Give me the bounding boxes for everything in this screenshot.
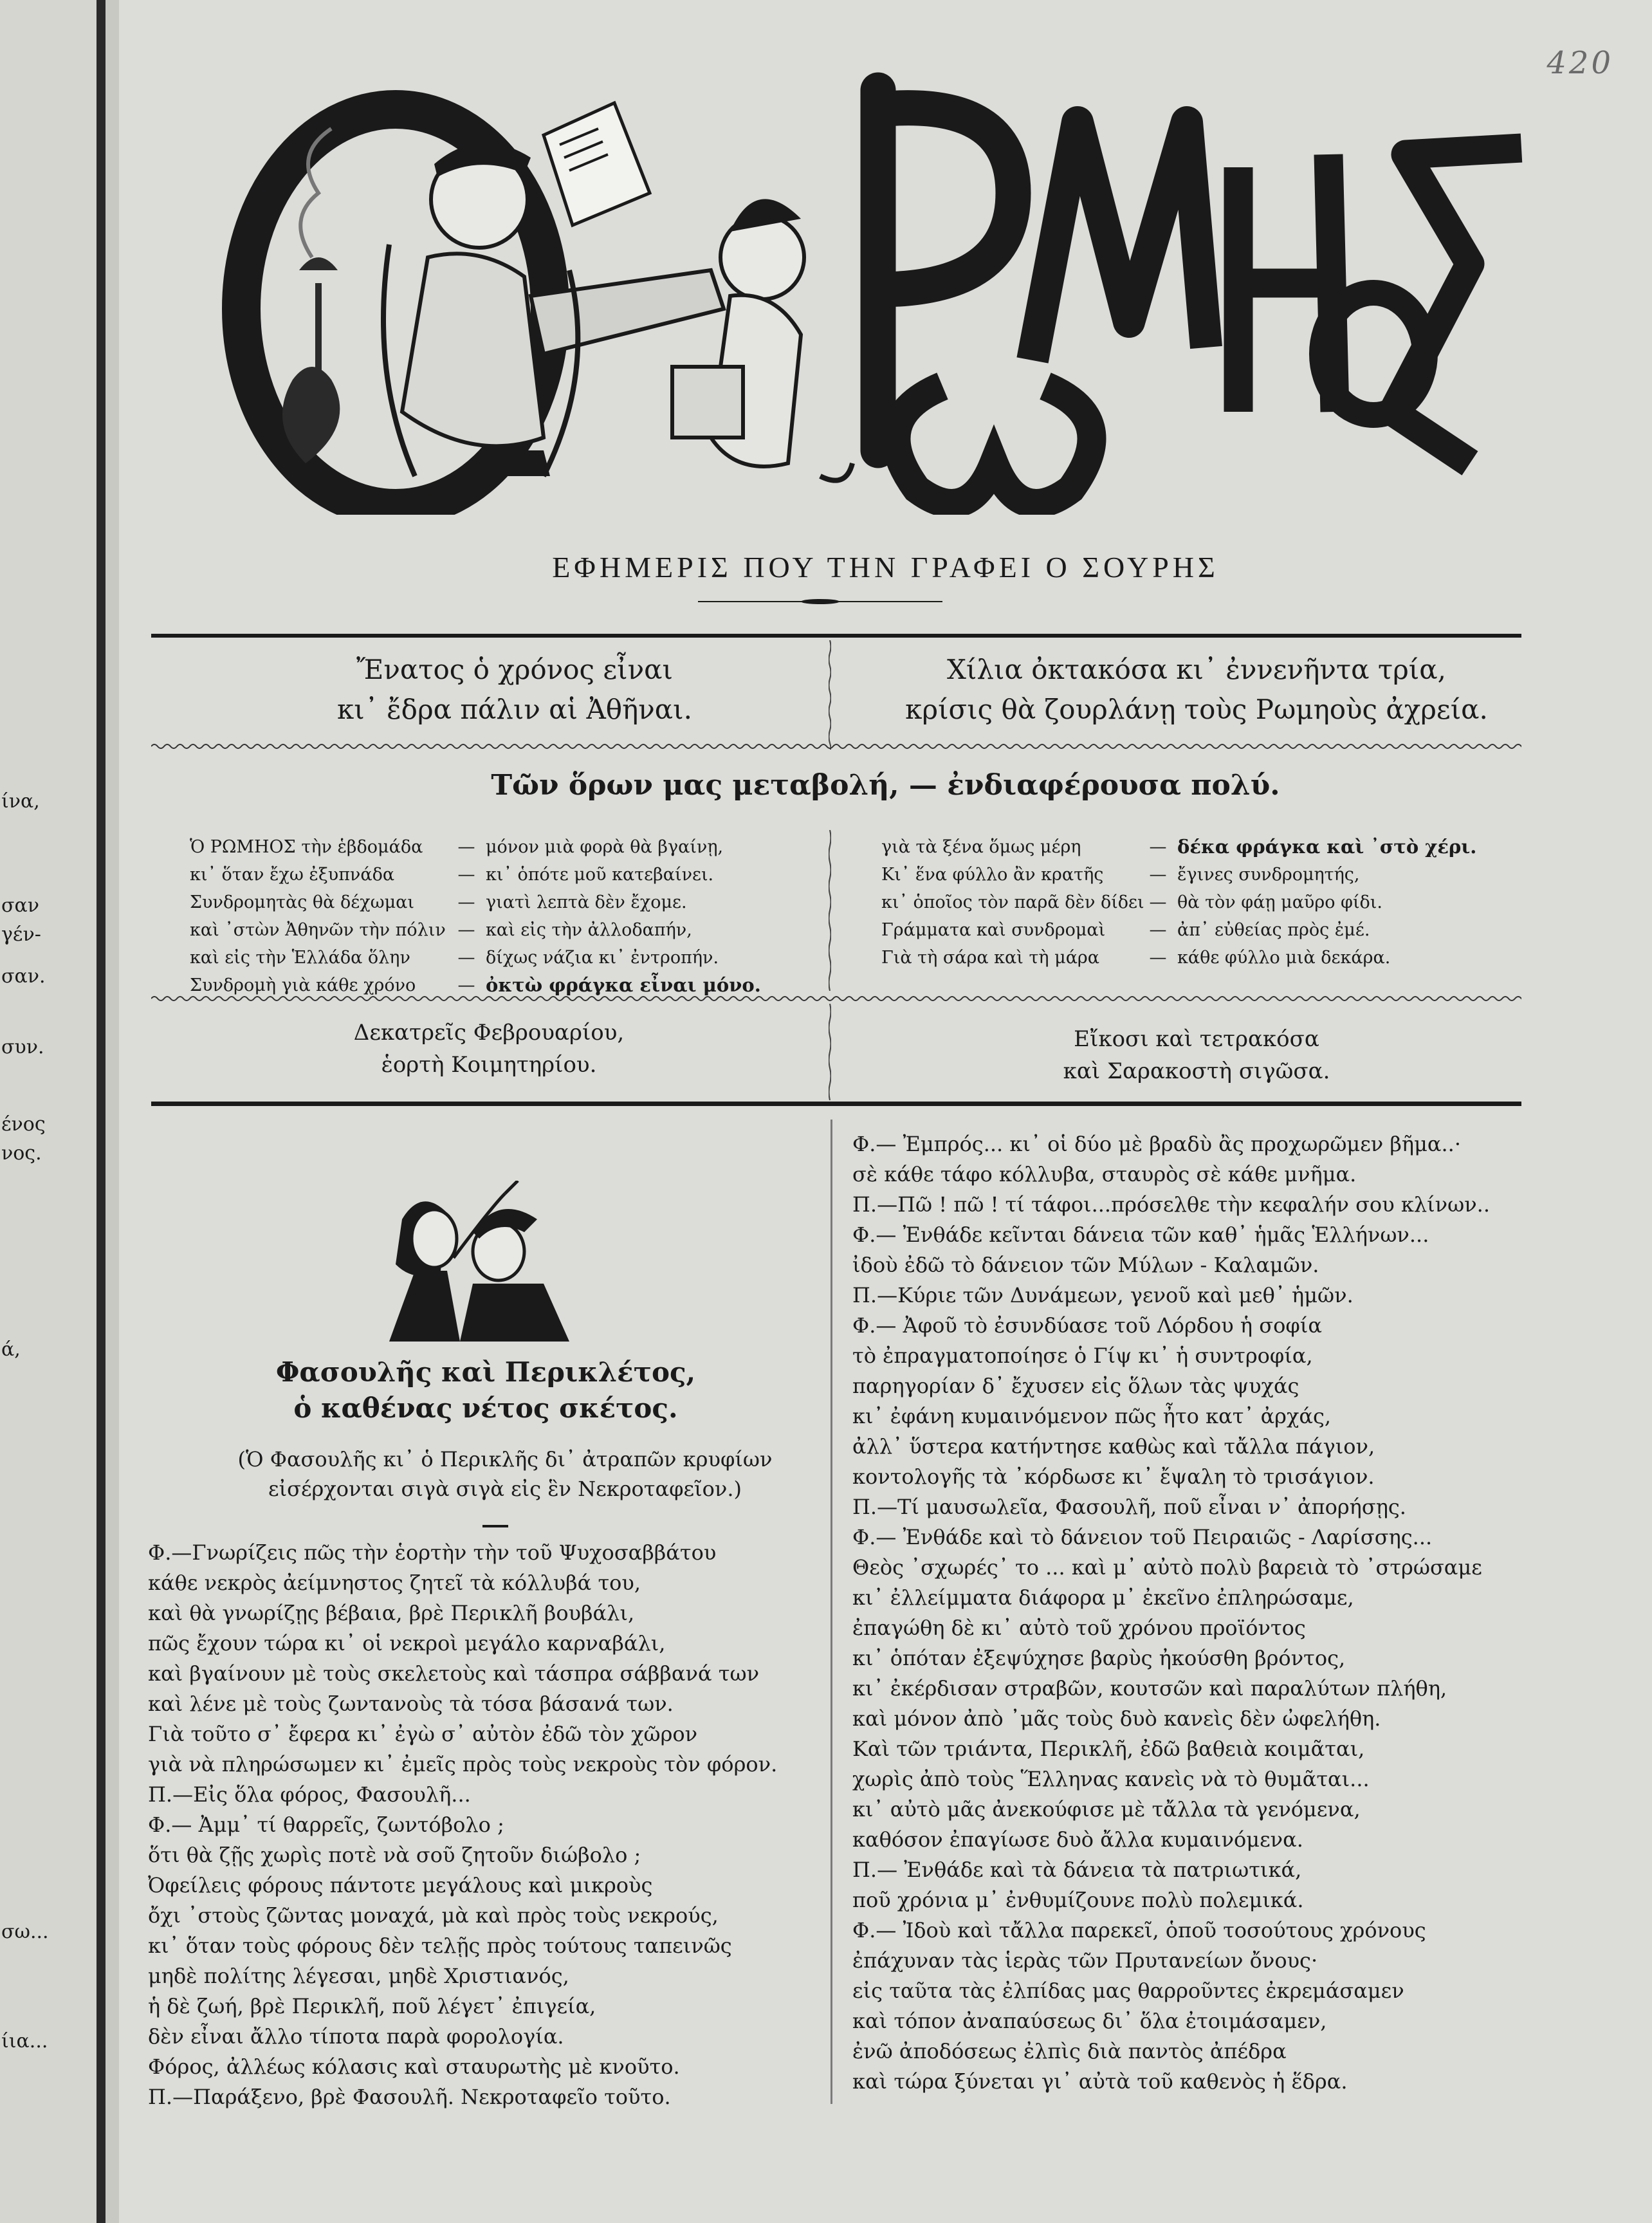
terms-row: [190, 916, 761, 944]
verse-line: Ὀφείλεις φόρους πάντοτε μεγάλους καὶ μικροὺς: [148, 1873, 653, 1897]
terms-text: γιὰ τὰ ξένα ὅμως μέρη: [881, 837, 1081, 857]
verse-line: ἐνῶ ἀποδόσεως ἐλπὶς διὰ παντὸς ἀπέδρα: [852, 2039, 1287, 2063]
verse-line: καὶ λένε μὲ τοὺς ζωντανοὺς τὰ τόσα βάσανά των.: [148, 1692, 674, 1716]
verse-line: ἰδοὺ ἐδῶ τὸ δάνειον τῶν Μύλων - Καλαμῶν.: [852, 1253, 1319, 1277]
margin-fragment: συν.: [1, 1036, 44, 1058]
terms-text: θὰ τὸν φάῃ μαῦρο φίδι.: [1177, 892, 1382, 912]
verse-line: Π.—Τί μαυσωλεῖα, Φασουλῆ, ποῦ εἶναι ν᾽ ἀπορήσῃς.: [852, 1495, 1406, 1519]
verse-line: κοντολογῆς τὰ ᾽κόρδωσε κι᾽ ἔψαλη τὸ τρισάγιον.: [852, 1464, 1375, 1489]
terms-text: Γιὰ τὴ σάρα καὶ τὴ μάρα: [881, 948, 1100, 968]
margin-fragment: σω...: [1, 1921, 49, 1943]
masthead: [183, 51, 1534, 515]
column-divider: [831, 1120, 832, 2104]
verse-line: πῶς ἔχουν τώρα κι᾽ οἱ νεκροὶ μεγάλο καρναβάλι,: [148, 1631, 666, 1656]
terms-text: Γράμματα καὶ συνδρομαὶ: [881, 920, 1106, 940]
verse-line: κι᾽ ὅταν τοὺς φόρους δὲν τελῇς πρὸς τούτους ταπεινῶς: [148, 1933, 732, 1958]
header-left-verse: [177, 650, 852, 730]
terms-left-column: [190, 833, 761, 999]
decorative-flourish: [698, 598, 942, 605]
terms-text: Συνδρομητὰς θὰ δέχωμαι: [190, 892, 414, 912]
verse-line: Φ.— Ἀμμ᾽ τί θαρρεῖς, ζωντόβολο ;: [148, 1813, 504, 1837]
margin-fragment: σαν: [1, 894, 39, 917]
masthead-subtitle: ΕΦΗΜΕΡΙΣ ΠΟΥ ΤΗΝ ΓΡΑΦΕΙ Ο ΣΟΥΡΗΣ: [552, 551, 1219, 584]
terms-text: κάθε φύλλο μιὰ δεκάρα.: [1177, 948, 1391, 968]
margin-fragment: ά,: [1, 1338, 21, 1361]
terms-text: ἀπ᾽ εὐθείας πρὸς ἐμέ.: [1177, 920, 1370, 940]
wavy-separator: [151, 742, 1521, 751]
terms-row: [190, 833, 761, 861]
terms-dash: —: [1149, 837, 1167, 857]
verse-line: κι᾽ ἔδρα πάλιν αἱ Ἀθῆναι.: [337, 694, 692, 725]
terms-title: Τῶν ὅρων μας μεταβολή, — ἐνδιαφέρουσα πολύ.: [491, 769, 1280, 802]
verse-line: Π.—Πῶ ! πῶ ! τί τάφοι...πρόσελθε τὴν κεφαλήν σου κλίνων..: [852, 1192, 1490, 1217]
terms-dash: —: [457, 975, 475, 995]
terms-dash: —: [457, 865, 475, 885]
article-illustration: [376, 1181, 582, 1348]
verse-line: Π.—Κύριε τῶν Δυνάμεων, γενοῦ καὶ μεθ᾽ ἡμῶν.: [852, 1283, 1354, 1307]
verse-line: καὶ μόνον ἀπὸ ᾽μᾶς τοὺς δυὸ κανεὶς δὲν ὠφελήθη.: [852, 1706, 1381, 1731]
verse-line: ἀλλ᾽ ὕστερα κατήντησε καθὼς καὶ τἄλλα πάγιον,: [852, 1434, 1375, 1459]
terms-dash: —: [1149, 892, 1167, 912]
verse-line: Γιὰ τοῦτο σ᾽ ἔφερα κι᾽ ἐγὼ σ᾽ αὐτὸν ἐδῶ τὸν χῶρον: [148, 1722, 698, 1746]
verse-line: ποῦ χρόνια μ᾽ ἐνθυμίζουνε πολὺ πολεμικά.: [852, 1888, 1304, 1912]
terms-text: καὶ εἰς τὴν Ἑλλάδα ὅλην: [190, 948, 410, 968]
terms-text: γιατὶ λεπτὰ δὲν ἔχομε.: [486, 892, 687, 912]
page-number: 420: [1546, 45, 1613, 81]
terms-row: [881, 889, 1476, 916]
article-title: [196, 1354, 775, 1426]
verse-line: Π.—Παράξενο, βρὲ Φασουλῆ. Νεκροταφεῖο τοῦτο.: [148, 2085, 671, 2109]
verse-line: Φ.— Ἐμπρός... κι᾽ οἱ δύο μὲ βραδὺ ἂς προχωρῶμεν βῆμα..·: [852, 1132, 1461, 1156]
intro-line: (Ὁ Φασουλῆς κι᾽ ὁ Περικλῆς δι᾽ ἀτραπῶν κρυφίων: [237, 1447, 773, 1471]
verse-line: κι᾽ αὐτὸ μᾶς ἀνεκούφισε μὲ τἄλλα τὰ γενόμενα,: [852, 1797, 1361, 1822]
verse-line: κι᾽ ἐλλείμματα διάφορα μ᾽ ἐκεῖνο ἐπληρώσαμε,: [852, 1585, 1354, 1610]
terms-dash: —: [1149, 948, 1167, 968]
newspaper-page: [119, 0, 1652, 2223]
terms-text: Ὁ ΡΩΜΗΟΣ τὴν ἑβδομάδα: [190, 837, 423, 857]
verse-line: Φ.— Ἐνθάδε καὶ τὸ δάνειον τοῦ Πειραιῶς - Λαρίσσης...: [852, 1525, 1433, 1549]
terms-right-column: [881, 833, 1476, 972]
terms-dash: —: [457, 948, 475, 968]
terms-text: δέκα φράγκα καὶ ᾽στὸ χέρι.: [1177, 836, 1477, 858]
adjacent-page-margin: [0, 0, 106, 2223]
margin-fragment: νος.: [1, 1142, 42, 1165]
terms-divider: [829, 830, 831, 991]
date-divider: [829, 1004, 831, 1100]
terms-text: κι᾽ ὅταν ἔχω ἐξυπνάδα: [190, 865, 395, 885]
wavy-separator: [151, 994, 1521, 1003]
terms-row: [881, 833, 1476, 861]
verse-line: Χίλια ὀκτακόσα κι᾽ ἐννενῆντα τρία,: [947, 654, 1446, 685]
top-rule: [151, 634, 1521, 638]
verse-line: Π.—Εἰς ὅλα φόρος, Φασουλῆ...: [148, 1782, 471, 1807]
verse-line: μηδὲ πολίτης λέγεσαι, μηδὲ Χριστιανός,: [148, 1964, 569, 1988]
short-dash: [482, 1525, 508, 1527]
terms-text: Κι᾽ ἕνα φύλλο ἂν κρατῆς: [881, 865, 1104, 885]
verse-line: καὶ βγαίνουν μὲ τοὺς σκελετοὺς καὶ τάσπρα σάββανά των: [148, 1661, 760, 1686]
date-line: καὶ Σαρακοστὴ σιγῶσα.: [1063, 1058, 1330, 1084]
verse-line: Φ.—Γνωρίζεις πῶς τὴν ἑορτὴν τὴν τοῦ Ψυχοσαββάτου: [148, 1540, 717, 1565]
terms-text: ἔγινες συνδρομητής,: [1177, 865, 1360, 885]
terms-row: [190, 944, 761, 972]
verse-line: χωρὶς ἀπὸ τοὺς Ἕλληνας κανεὶς νὰ τὸ θυμᾶται...: [852, 1767, 1370, 1791]
date-line: Εἴκοσι καὶ τετρακόσα: [1074, 1026, 1319, 1052]
verse-line: Φ.— Ἰδοὺ καὶ τἄλλα παρεκεῖ, ὁποῦ τοσούτους χρόνους: [852, 1918, 1426, 1942]
verse-line: δὲν εἶναι ἄλλο τίποτα παρὰ φορολογία.: [148, 2024, 564, 2049]
verse-line: ἐπάχυναν τὰς ἱερὰς τῶν Πρυτανείων ὄνους·: [852, 1948, 1318, 1973]
article-right-column: [852, 1129, 1490, 2097]
terms-row: [190, 861, 761, 889]
verse-line: τὸ ἐπραγματοποίησε ὁ Γίψ κι᾽ ἡ συντροφία,: [852, 1343, 1313, 1368]
margin-fragment: ίια...: [1, 2030, 48, 2052]
verse-line: κάθε νεκρὸς ἀείμνηστος ζητεῖ τὰ κόλλυβά του,: [148, 1571, 641, 1595]
verse-line: καὶ θὰ γνωρίζῃς βέβαια, βρὲ Περικλῆ βουβάλι,: [148, 1601, 635, 1625]
header-divider: [829, 640, 831, 750]
masthead-illustration: [183, 51, 1534, 515]
verse-line: ἡ δὲ ζωή, βρὲ Περικλῆ, ποῦ λέγετ᾽ ἐπιγεία,: [148, 1994, 596, 2018]
title-line: ὁ καθένας νέτος σκέτος.: [293, 1392, 678, 1424]
article-intro: [151, 1444, 859, 1504]
terms-text: καὶ ᾽στὼν Ἀθηνῶν τὴν πόλιν: [190, 920, 446, 940]
terms-text: κι᾽ ὁποῖος τὸν παρᾶ δὲν δίδει: [881, 892, 1144, 912]
terms-dash: —: [1149, 865, 1167, 885]
terms-text: δίχως νάζια κι᾽ ἐντροπήν.: [486, 948, 719, 968]
verse-line: καὶ τώρα ξύνεται γι᾽ αὐτὰ τοῦ καθενὸς ἡ ἕδρα.: [852, 2069, 1348, 2094]
title-line: Φασουλῆς καὶ Περικλέτος,: [275, 1356, 696, 1388]
verse-line: παρηγορίαν δ᾽ ἔχυσεν εἰς ὅλων τὰς ψυχάς: [852, 1374, 1299, 1398]
verse-line: κι᾽ ἐκέρδισαν στραβῶν, κουτσῶν καὶ παραλύτων πλήθη,: [852, 1676, 1447, 1701]
verse-line: Καὶ τῶν τριάντα, Περικλῆ, ἐδῶ βαθειὰ κοιμᾶται,: [852, 1737, 1365, 1761]
terms-dash: —: [457, 920, 475, 940]
terms-text: κι᾽ ὁπότε μοῦ κατεβαίνει.: [486, 865, 714, 885]
verse-line: Ἔνατος ὁ χρόνος εἶναι: [356, 654, 673, 685]
date-left: [183, 1017, 794, 1081]
date-right: [859, 1023, 1534, 1087]
terms-row: [190, 889, 761, 916]
verse-line: Φόρος, ἀλλέως κόλασις καὶ σταυρωτὴς μὲ κνοῦτο.: [148, 2054, 680, 2079]
margin-fragment: ίνα,: [1, 790, 40, 813]
header-right-verse: [859, 650, 1534, 730]
verse-line: καὶ τόπον ἀναπαύσεως δι᾽ ὅλα ἐτοιμάσαμεν,: [852, 2009, 1327, 2033]
intro-line: εἰσέρχονται σιγὰ σιγὰ εἰς ἓν Νεκροταφεῖον.): [268, 1477, 742, 1501]
verse-line: κρίσις θὰ ζουρλάνῃ τοὺς Ρωμηοὺς ἀχρεία.: [905, 694, 1488, 725]
terms-text: Συνδρομὴ γιὰ κάθε χρόνο: [190, 975, 416, 995]
verse-line: Φ.— Ἀφοῦ τὸ ἐσυνδύασε τοῦ Λόρδου ἡ σοφία: [852, 1313, 1322, 1338]
margin-fragment: γέν-: [1, 923, 41, 946]
terms-row: [881, 916, 1476, 944]
article-left-column: [148, 1538, 777, 2112]
margin-fragment: ένος: [1, 1113, 46, 1136]
bottom-rule: [151, 1102, 1521, 1106]
verse-line: κι᾽ ἐφάνη κυμαινόμενον πῶς ἦτο κατ᾽ ἀρχάς,: [852, 1404, 1332, 1428]
verse-line: κι᾽ ὁπόταν ἐξεψύχησε βαρὺς ἠκούσθη βρόντος,: [852, 1646, 1346, 1670]
verse-line: γιὰ νὰ πληρώσωμεν κι᾽ ἐμεῖς πρὸς τοὺς νεκροὺς τὸν φόρον.: [148, 1752, 778, 1776]
terms-row: [881, 944, 1476, 972]
terms-text: ὀκτὼ φράγκα εἶναι μόνο.: [486, 974, 761, 996]
verse-line: ὄχι ᾽στοὺς ζῶντας μοναχά, μὰ καὶ πρὸς τοὺς νεκρούς,: [148, 1903, 719, 1928]
verse-line: Θεὸς ᾽σχωρές᾽ το ... καὶ μ᾽ αὐτὸ πολὺ βαρειὰ τὸ ᾽στρώσαμε: [852, 1555, 1482, 1580]
verse-line: Π.— Ἐνθάδε καὶ τὰ δάνεια τὰ πατριωτικά,: [852, 1858, 1302, 1882]
terms-dash: —: [1149, 920, 1167, 940]
verse-line: καθόσον ἐπαγίωσε δυὸ ἄλλα κυμαινόμενα.: [852, 1827, 1303, 1852]
margin-fragment: σαν.: [1, 965, 46, 988]
terms-text: καὶ εἰς τὴν ἀλλοδαπήν,: [486, 920, 692, 940]
date-line: ἑορτὴ Κοιμητηρίου.: [381, 1052, 597, 1078]
verse-line: ὅτι θὰ ζῇς χωρὶς ποτὲ νὰ σοῦ ζητοῦν διώβολο ;: [148, 1843, 641, 1867]
terms-dash: —: [457, 892, 475, 912]
terms-text: μόνον μιὰ φορὰ θὰ βγαίνῃ,: [486, 837, 724, 857]
terms-dash: —: [457, 837, 475, 857]
date-line: Δεκατρεῖς Φεβρουαρίου,: [353, 1020, 625, 1046]
verse-line: εἰς ταῦτα τὰς ἐλπίδας μας θαρροῦντες ἐκρεμάσαμεν: [852, 1979, 1404, 2003]
verse-line: Φ.— Ἐνθάδε κεῖνται δάνεια τῶν καθ᾽ ἡμᾶς Ἑλλήνων...: [852, 1222, 1429, 1247]
verse-line: σὲ κάθε τάφο κόλλυβα, σταυρὸς σὲ κάθε μνῆμα.: [852, 1162, 1357, 1186]
verse-line: ἐπαγώθη δὲ κι᾽ αὐτὸ τοῦ χρόνου προϊόντος: [852, 1616, 1306, 1640]
terms-row: [881, 861, 1476, 889]
